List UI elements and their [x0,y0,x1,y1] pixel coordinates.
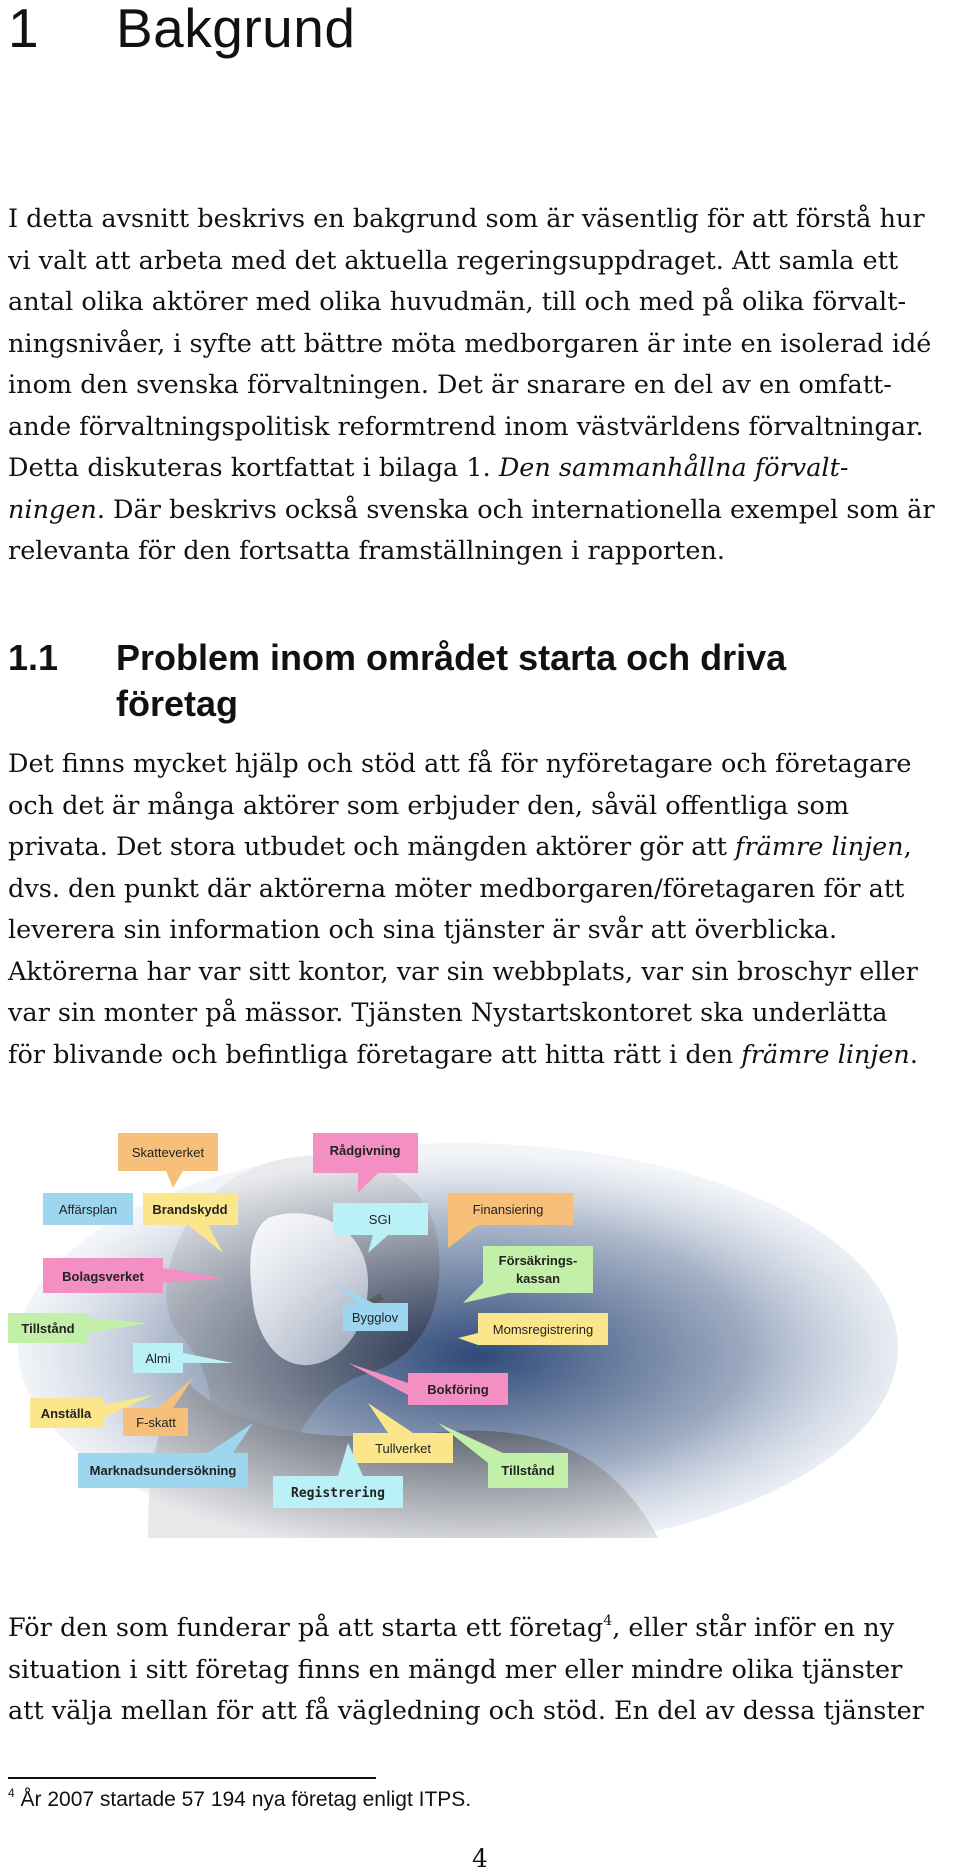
callout-label: kassan [515,1271,561,1286]
callout-label: Anställa [40,1406,92,1421]
callout-label: Rådgivning [329,1143,401,1158]
text-segment: , eller står inför en ny [612,1613,895,1643]
text-line: var sin monter på mässor. Tjänsten Nystartskontoret ska underlätta [8,998,888,1028]
callout-label: Tillstånd [21,1321,75,1336]
text-segment: , [903,832,912,862]
heading-2-title-line1: Problem inom området starta och driva [116,637,787,678]
footnote-divider [8,1777,376,1779]
text-line: och det är många aktörer som erbjuder den, såväl offentliga som [8,790,850,821]
text-segment: för blivande och befintliga företagare att hitta rätt i den [8,1039,742,1070]
text-line: leverera sin information och sina tjänster är svår att överblicka. [8,915,838,945]
callout-label: Affärsplan [58,1202,118,1217]
heading-1-number: 1 [8,0,40,59]
paragraph-problem [8,744,956,1076]
text-line: ande förvaltningspolitisk reformtrend inom västvärldens förvaltningar. [8,411,924,442]
footnote [8,1788,471,1812]
callout-label: SGI [368,1212,392,1227]
callout-label: Försäkrings- [498,1253,578,1268]
actors-illustration [8,1133,948,1538]
text-line [8,448,956,490]
callout-affarsplan [43,1193,133,1225]
callout-label: F-skatt [136,1415,176,1430]
heading-2-title-line2: företag [116,683,239,724]
callout-label: Skatteverket [131,1145,205,1160]
heading-2-number: 1.1 [8,637,59,678]
footnote-ref[interactable]: 4 [603,1613,613,1629]
text-line: Aktörerna har var sitt kontor, var sin webbplats, var sin broschyr eller [8,956,918,987]
text-line: inom den svenska förvaltningen. Det är snarare en del av en omfatt- [8,370,892,400]
text-line: dvs. den punkt där aktörerna möter medborgaren/företagaren för att [8,873,905,904]
callout-label: Tillstånd [501,1463,555,1478]
emphasis: främre linjen [741,1039,910,1070]
callout-label: Momsregistrering [492,1322,594,1337]
text-line: att välja mellan för att få vägledning och stöd. En del av dessa tjänster [8,1696,924,1726]
text-line: situation i sitt företag finns en mängd mer eller mindre olika tjänster [8,1654,903,1685]
paragraph-background [8,199,956,573]
text-segment: privata. Det stora utbudet och mängden aktörer gör att [8,832,736,862]
emphasis: främre linjen [735,832,904,862]
heading-2 [8,635,786,727]
text-segment: Detta diskuteras kortfattat i bilaga 1. [8,453,499,483]
callout-label: Registrering [291,1486,385,1501]
callout-label: Almi [145,1351,171,1366]
footnote-marker: 4 [8,1786,15,1800]
callout-label: Bygglov [351,1310,399,1325]
paragraph-services [8,1608,956,1733]
callout-label: Tullverket [375,1441,431,1456]
text-segment: . Där beskrivs också svenska och internationella exempel som är [96,494,935,525]
text-line [8,1035,956,1077]
callout-label: Marknadsundersökning [89,1463,237,1478]
text-segment: För den som funderar på att starta ett företag [8,1613,604,1643]
text-line: Det finns mycket hjälp och stöd att få för nyföretagare och företagare [8,749,912,779]
text-line [8,490,956,532]
heading-1 [8,0,355,60]
text-line: vi valt att arbeta med det aktuella regeringsuppdraget. Att samla ett [8,245,899,276]
callout-label: Bokföring [427,1382,489,1397]
text-line: antal olika aktörer med olika huvudmän, till och med på olika förvalt- [8,287,907,317]
text-line [8,827,956,869]
text-line: relevanta för den fortsatta framställningen i rapporten. [8,536,725,566]
callout-momsregistrering [458,1313,608,1345]
text-segment: . [909,1039,918,1070]
footnote-text: År 2007 startade 57 194 nya företag enligt ITPS. [20,1788,472,1811]
text-line [8,1608,956,1650]
callout-label: Finansiering [472,1202,544,1217]
callout-label: Brandskydd [152,1202,228,1217]
page-number: 4 [472,1844,488,1873]
heading-1-title: Bakgrund [116,0,356,59]
text-line: ningsnivåer, i syfte att bättre möta medborgaren är inte en isolerad idé [8,328,932,359]
appendix-title: Den sammanhållna förvalt- [498,453,849,483]
callout-label: Bolagsverket [62,1269,144,1284]
appendix-title-cont: ningen [8,494,97,525]
text-line: I detta avsnitt beskrivs en bakgrund som är väsentlig för att förstå hur [8,204,925,234]
